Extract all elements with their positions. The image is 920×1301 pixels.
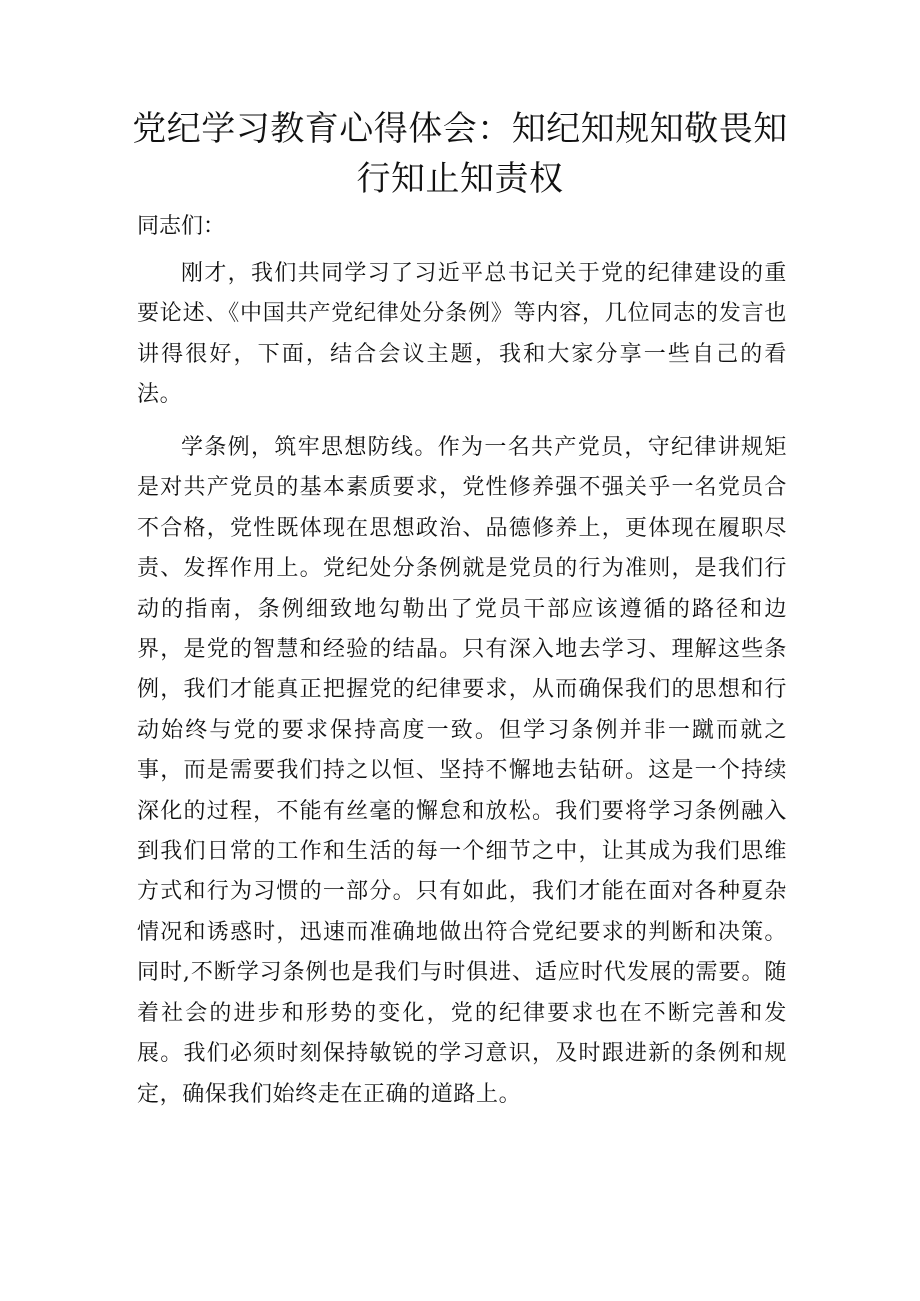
paragraph-opening: 刚才，我们共同学习了习近平总书记关于党的纪律建设的重要论述、《中国共产党纪律处分条例》等内容，几位同志的发言也讲得很好，下面，结合会议主题，我和大家分享一些自己的看法。 — [137, 261, 787, 408]
document-title — [130, 104, 790, 204]
salutation: 同志们： — [137, 214, 226, 239]
document-title-line-2: 行知止知责权 — [356, 159, 564, 199]
document-title-line-1: 党纪学习教育心得体会：知纪知规知敬畏知 — [132, 109, 788, 149]
paragraph-study-regulations: 学条例，筑牢思想防线。作为一名共产党员，守纪律讲规矩是对共产党员的基本素质要求，党性修养强不强关乎一名党员合不合格，党性既体现在思想政治、品德修养上，更体现在履职尽责、发挥作用上。党纪处分条例就是党员的行为准则，是我们行动的指南，条例细致地勾勒出了党员干部应该遵循的路径和边界，是党的智慧和经验的结晶。只有深入地去学习、理解这些条例，我们才能真正把握党的纪律要求，从而确保我们的思想和行动始终与党的要求保持高度一致。但学习条例并非一蹴而就之事，而是需要我们持之以恒、坚持不懈地去钻研。这是一个持续深化的过程，不能有丝毫的懈怠和放松。我们要将学习条例融入到我们日常的工作和生活的每一个细节之中，让其成为我们思维方式和行为习惯的一部分。只有如此，我们才能在面对各种夏杂情况和诱惑时，迅速而准确地做出符合党纪要求的判断和决策。同时,不断学习条例也是我们与时俱进、适应时代发展的需要。随着社会的进步和形势的变化，党的纪律要求也在不断完善和发展。我们必须时刻保持敏锐的学习意识，及时跟进新的条例和规定，确保我们始终走在正确的道路上。 — [137, 435, 787, 1107]
